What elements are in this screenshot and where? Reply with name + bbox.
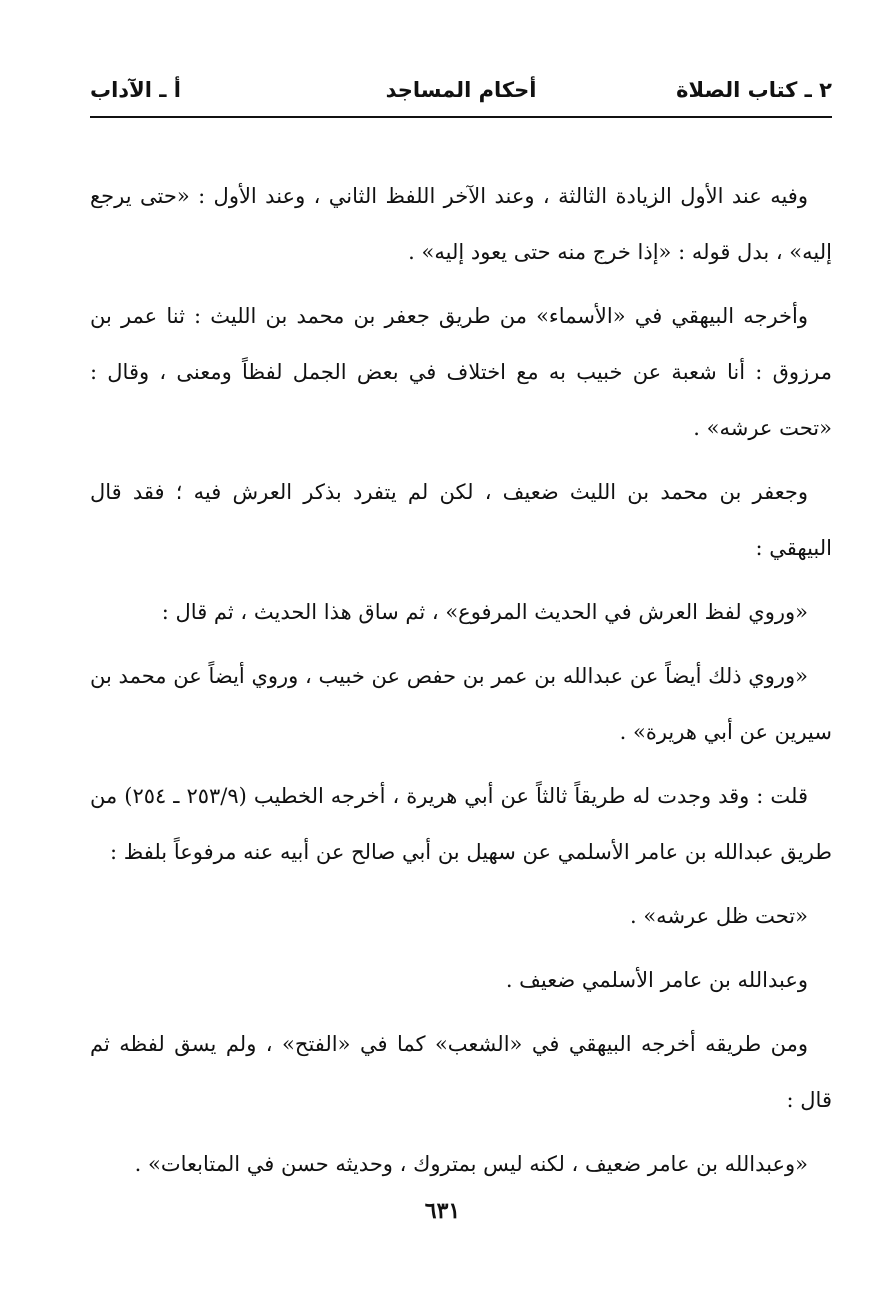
- paragraph-4: «وروي لفظ العرش في الحديث المرفوع» ، ثم ساق هذا الحديث ، ثم قال :: [161, 600, 808, 624]
- running-header: [90, 72, 832, 112]
- paragraph-3: وجعفر بن محمد بن الليث ضعيف ، لكن لم يتفرد بذكر العرش فيه ؛ فقد قال البيهقي :: [90, 480, 832, 560]
- header-title: أحكام المساجد: [385, 78, 537, 102]
- paragraph-6: قلت : وقد وجدت له طريقاً ثالثاً عن أبي هريرة ، أخرجه الخطيب (٢٥٣/٩ ـ ٢٥٤) من طريق عبدالله بن عامر الأسلمي عن سهيل بن أبي صالح عن أبيه عنه مرفوعاً بلفظ :: [90, 784, 832, 864]
- paragraph-1: وفيه عند الأول الزيادة الثالثة ، وعند الآخر اللفظ الثاني ، وعند الأول : «حتى يرجع إليه» ، بدل قوله : «إذا خرج منه حتى يعود إليه» .: [90, 184, 832, 264]
- paragraph-9: ومن طريقه أخرجه البيهقي في «الشعب» كما في «الفتح» ، ولم يسق لفظه ثم قال :: [90, 1032, 832, 1112]
- page-number: ٦٣١: [424, 1198, 461, 1224]
- header-section: أ ـ الآداب: [90, 78, 181, 102]
- paragraph-7: «تحت ظل عرشه» .: [629, 904, 808, 928]
- paragraph-2: وأخرجه البيهقي في «الأسماء» من طريق جعفر بن محمد بن الليث : ثنا عمر بن مرزوق : أنا شعبة عن خبيب به مع اختلاف في بعض الجمل لفظاً ومعنى ، وقال : «تحت عرشه» .: [90, 304, 832, 440]
- paragraph-8: وعبدالله بن عامر الأسلمي ضعيف .: [505, 968, 808, 992]
- paragraph-10: «وعبدالله بن عامر ضعيف ، لكنه ليس بمتروك ، وحديثه حسن في المتابعات» .: [134, 1152, 808, 1176]
- paragraph-5: «وروي ذلك أيضاً عن عبدالله بن عمر بن حفص عن خبيب ، وروي أيضاً عن محمد بن سيرين عن أبي هريرة» .: [90, 664, 832, 744]
- header-chapter: ٢ ـ كتاب الصلاة: [676, 78, 832, 102]
- header-divider: [90, 116, 832, 118]
- body-text: [90, 168, 832, 1200]
